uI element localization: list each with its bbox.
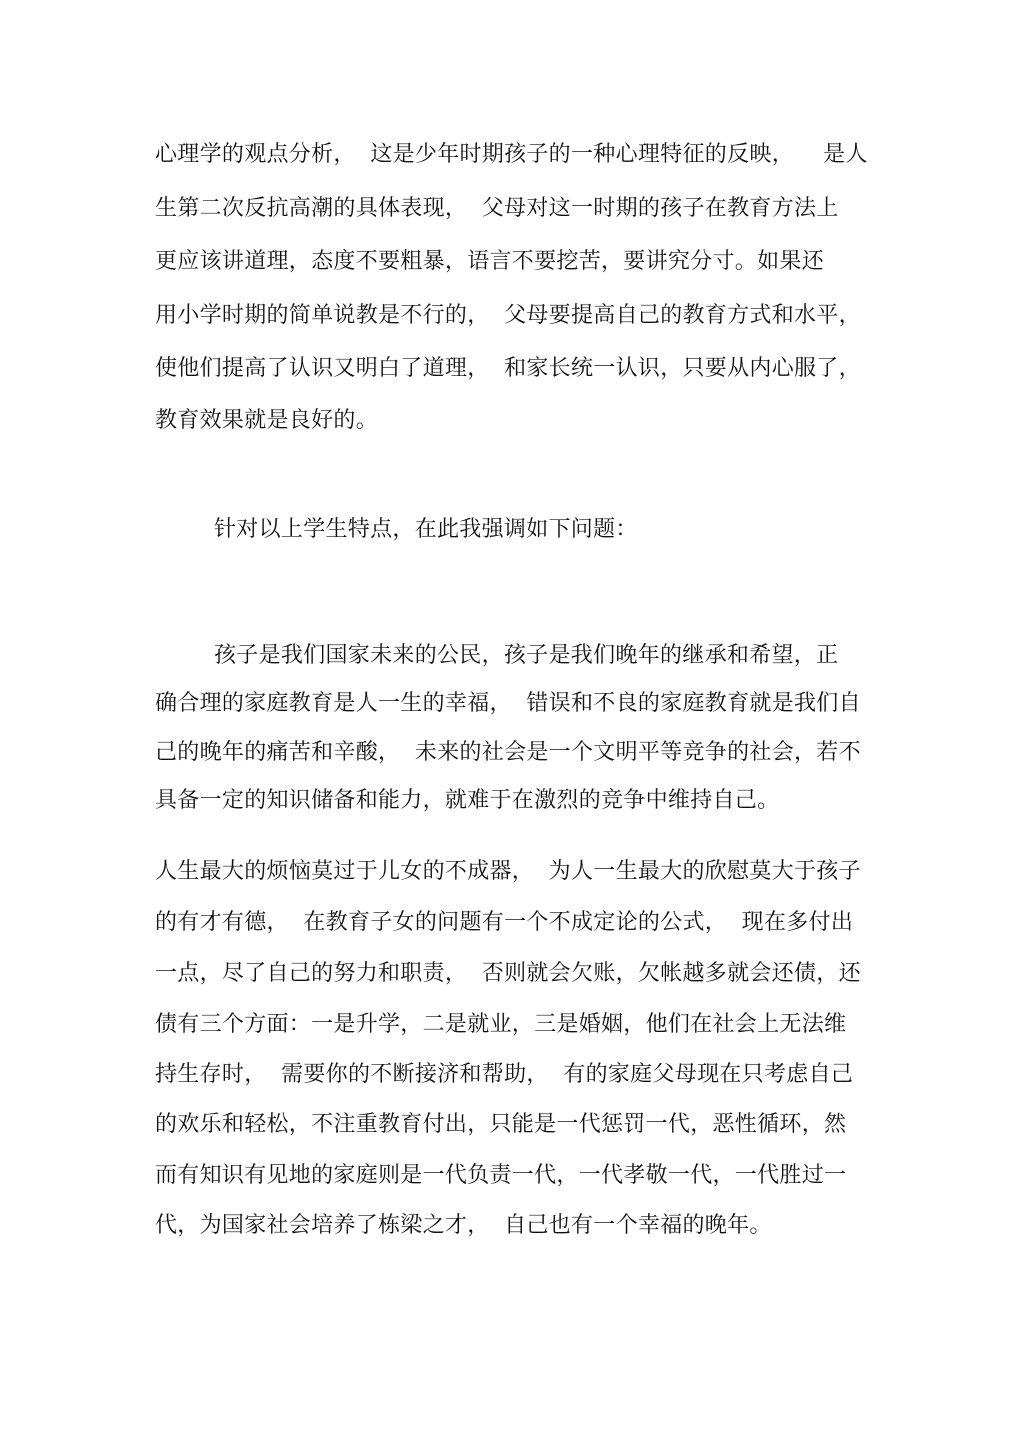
text-line: 用小学时期的简单说教是不行的， 父母要提高自己的教育方式和水平，: [155, 303, 861, 328]
text-line: 孩子是我们国家未来的公民，孩子是我们晚年的继承和希望，正: [214, 643, 839, 668]
text-line: 心理学的观点分析， 这是少年时期孩子的一种心理特征的反映， 是人: [155, 142, 868, 167]
text-line: 人生最大的烦恼莫过于儿女的不成器， 为人一生最大的欣慰莫大于孩子: [155, 859, 861, 884]
text-line: 持生存时， 需要你的不断接济和帮助， 有的家庭父母现在只考虑自己: [155, 1062, 854, 1087]
text-line: 生第二次反抗高潮的具体表现， 父母对这一时期的孩子在教育方法上: [155, 196, 839, 221]
text-line: 教育效果就是良好的。: [155, 408, 379, 433]
text-line: 的欢乐和轻松，不注重教育付出，只能是一代惩罚一代，恶性循环，然: [155, 1112, 847, 1137]
text-line: 的有才有德， 在教育子女的问题有一个不成定论的公式， 现在多付出: [155, 910, 854, 935]
text-line: 债有三个方面：一是升学，二是就业，三是婚姻，他们在社会上无法维: [155, 1012, 847, 1037]
text-line: 针对以上学生特点，在此我强调如下问题：: [214, 517, 638, 542]
text-line: 而有知识有见地的家庭则是一代负责一代，一代孝敬一代，一代胜过一: [155, 1163, 847, 1188]
text-line: 更应该讲道理，态度不要粗暴，语言不要挖苦，要讲究分寸。如果还: [155, 249, 825, 274]
text-line: 代，为国家社会培养了栋梁之才， 自己也有一个幸福的晚年。: [155, 1213, 772, 1238]
text-line: 具备一定的知识储备和能力，就难于在激烈的竞争中维持自己。: [155, 788, 780, 813]
text-line: 一点，尽了自己的努力和职责， 否则就会欠账，欠帐越多就会还债，还: [155, 961, 861, 986]
text-line: 己的晚年的痛苦和辛酸， 未来的社会是一个文明平等竞争的社会，若不: [155, 740, 861, 765]
text-line: 确合理的家庭教育是人一生的幸福， 错误和不良的家庭教育就是我们自: [155, 691, 861, 716]
text-line: 使他们提高了认识又明白了道理， 和家长统一认识，只要从内心服了，: [155, 356, 861, 381]
